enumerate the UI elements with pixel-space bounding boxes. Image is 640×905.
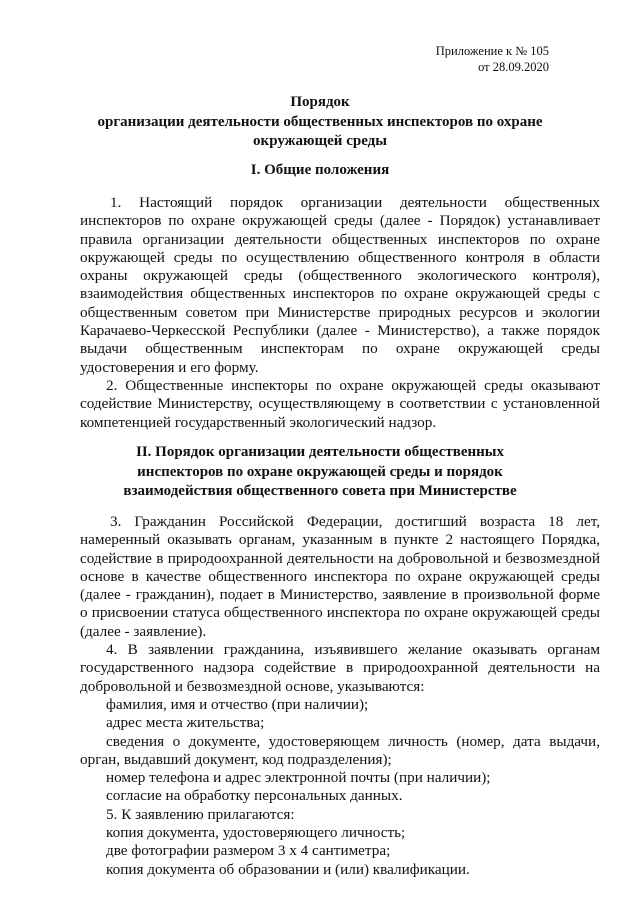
section-2-heading-line-3: взаимодействия общественного совета при Министерстве — [123, 483, 517, 499]
paragraph-5: 5. К заявлению прилагаются: — [106, 805, 295, 823]
list-item: две фотографии размером 3 х 4 сантиметра; — [106, 842, 391, 860]
section-1-heading: I. Общие положения — [250, 162, 390, 178]
list-item: сведения о документе, удостоверяющем личность (номер, дата выдачи, орган, выдавший документ, код подразделения); — [80, 732, 600, 768]
list-item: согласие на обработку персональных данных. — [106, 787, 403, 805]
document-title — [0, 93, 640, 152]
appendix-number: Приложение к № 105 — [435, 44, 549, 58]
list-item: номер телефона и адрес электронной почты (при наличии); — [106, 769, 491, 787]
title-line-2: организации деятельности общественных инспекторов по охране — [97, 113, 543, 130]
list-item: копия документа, удостоверяющего личность; — [106, 824, 406, 842]
section-1-body — [80, 194, 600, 432]
title-line-3: окружающей среды — [253, 133, 387, 149]
list-item: фамилия, имя и отчество (при наличии); — [106, 695, 369, 713]
paragraph-2: 2. Общественные инспекторы по охране окружающей среды оказывают содействие Министерству, осуществляющему в соответствии с установленной компетенцией государственный экологический надзор. — [80, 376, 600, 431]
list-item: адрес места жительства; — [106, 714, 265, 732]
paragraph-4: 4. В заявлении гражданина, изъявившего желание оказывать органам государственного надзора содействие в природоохранной деятельности на добровольной и безвозмездной основе, указываются: — [80, 641, 600, 695]
list-item: копия документа об образовании и (или) квалификации. — [106, 860, 470, 878]
appendix-date: от 28.09.2020 — [478, 60, 549, 74]
section-2-body — [80, 513, 600, 879]
section-2-heading-line-1: II. Порядок организации деятельности общественных — [135, 444, 504, 460]
title-line-1: Порядок — [290, 94, 350, 110]
appendix-note — [436, 43, 549, 75]
paragraph-1: 1. Настоящий порядок организации деятельности общественных инспекторов по охране окружающей среды (далее - Порядок) устанавливает правила организации деятельности общественных инспекторов по охране окружающей среды по осуществлению общественного контроля в области охраны окружающей среды (общественного экологического контроля), взаимодействия общественных инспекторов по охране окружающей среды с общественным советом при Министерстве природных ресурсов и экологии Карачаево-Черкесской Республики (далее - Министерство), а также порядок выдачи общественным инспекторам по охране окружающей среды удостоверения и его форму. — [80, 194, 600, 376]
section-2-heading-line-2: инспекторов по охране окружающей среды и порядок — [137, 463, 503, 480]
paragraph-3: 3. Гражданин Российской Федерации, достигший возраста 18 лет, намеренный оказывать органам, указанным в пункте 2 настоящего Порядка, содействие в природоохранной деятельности на добровольной и безвозмездной основе в качестве общественного инспектора по охране окружающей среды (далее - гражданин), подает в Министерство, заявление в произвольной форме о присвоении статуса общественного инспектора по охране окружающей среды (далее - заявление). — [80, 513, 600, 640]
section-2-heading — [0, 443, 640, 502]
